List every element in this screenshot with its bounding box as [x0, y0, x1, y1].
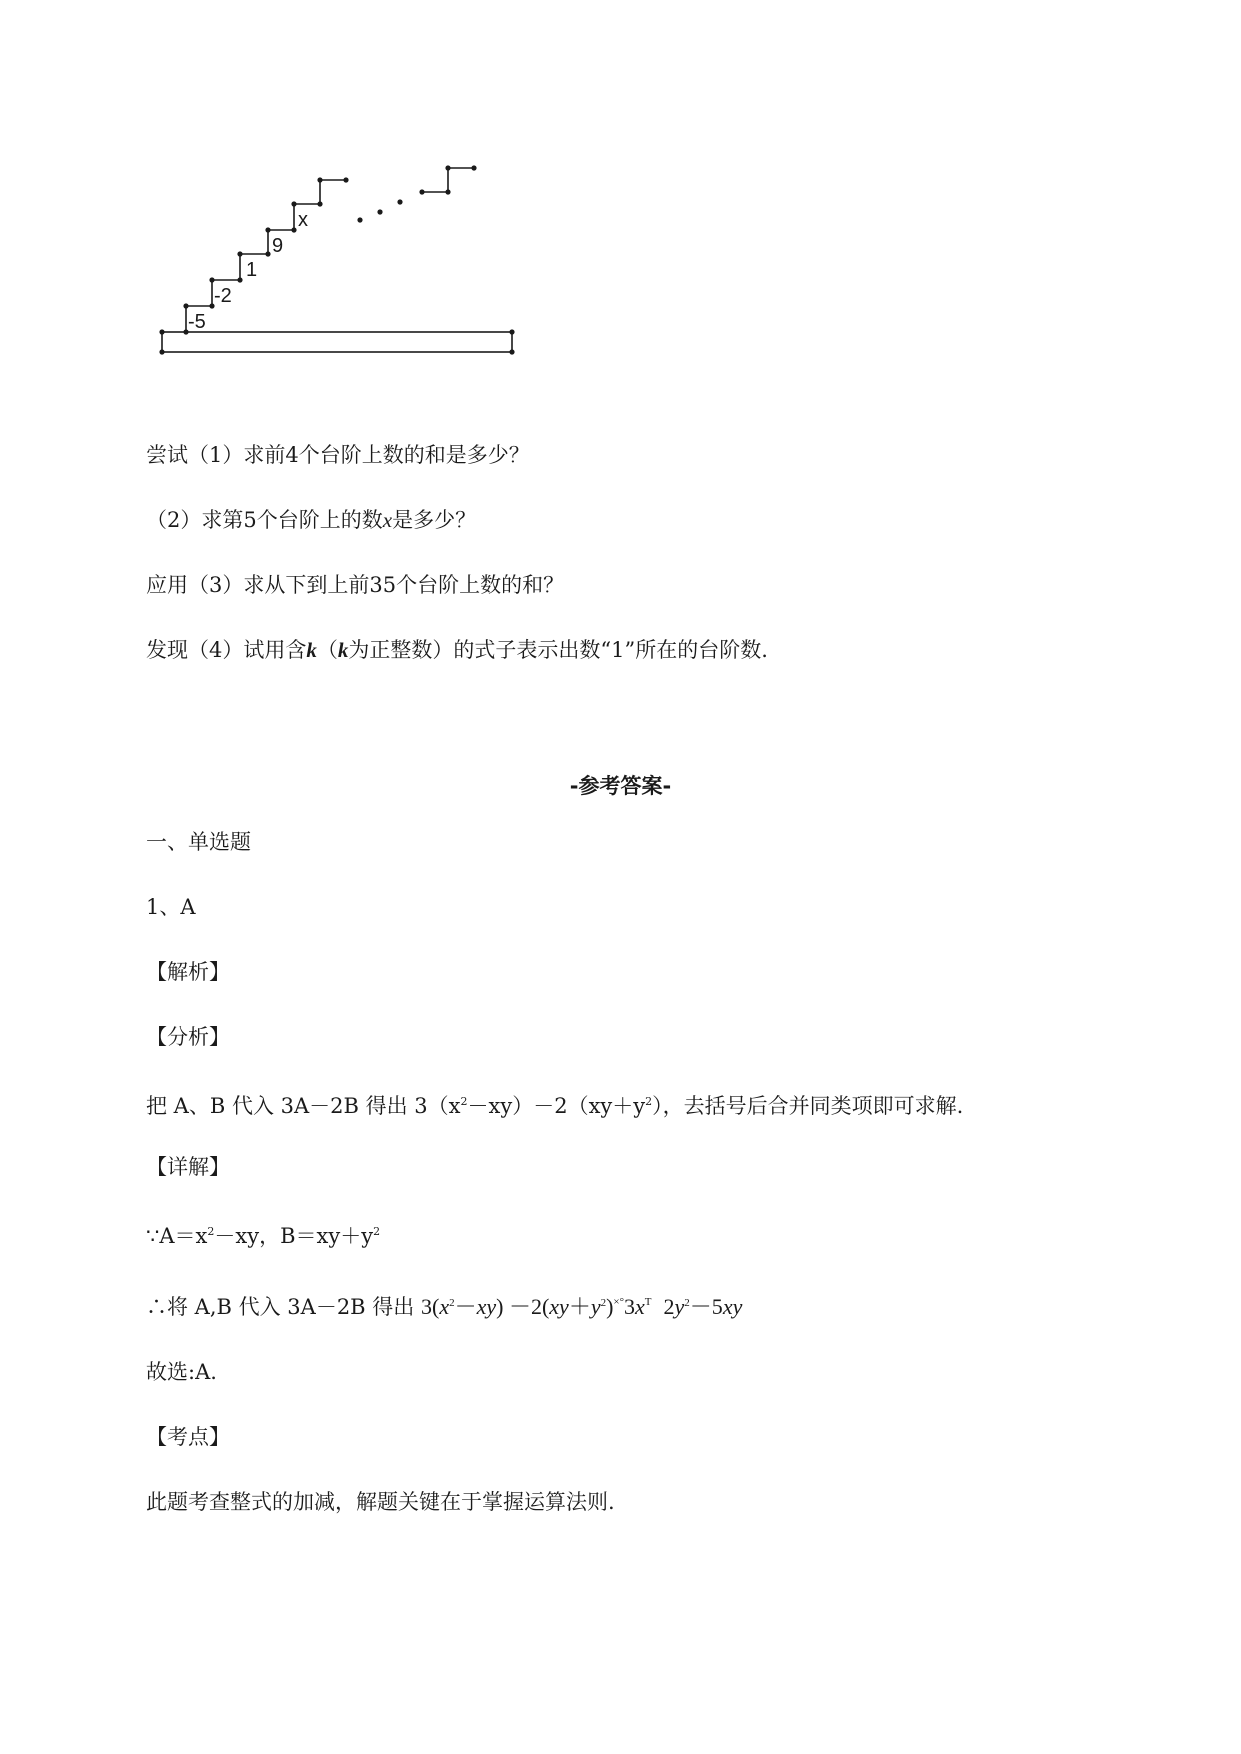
q2-suffix: 是多少？: [392, 508, 477, 532]
ellipsis-dot: [357, 217, 362, 222]
conclusion-text: 此题考查整式的加减，解题关键在于掌握运算法则.: [146, 1490, 615, 1514]
q3-num: 35: [369, 573, 397, 597]
q2-num: 5: [243, 508, 257, 532]
answer-item-1: 1、A: [146, 895, 196, 919]
choose-text: 故选:A.: [146, 1360, 217, 1384]
q4-var-k: k: [306, 638, 317, 662]
step-label: 1: [246, 259, 258, 281]
fenxi-heading: 【分析】: [146, 1025, 230, 1049]
q3-suffix: 个台阶上数的和？: [396, 573, 565, 597]
q3-prefix: 应用（3）求从下到上前: [146, 573, 370, 597]
q2-prefix: （2）求第: [146, 508, 244, 532]
xiangjie-heading: 【详解】: [146, 1155, 230, 1179]
q1-suffix: 个台阶上数的和是多少？: [298, 443, 530, 467]
step-label: -5: [188, 311, 206, 333]
therefore-text: ∴将 A,B 代入 3A－2B 得出 $3(x^2-xy) -2(xy+y^2)^{\times^\circ}3x^T$ $2y^2-5xy$: [146, 1294, 743, 1319]
staircase-diagram: [150, 150, 530, 410]
analysis-text: 把 A、B 代入 3A－2B 得出 $3(x^2-xy)-2(xy+y^2)$，去括号后合并同类项即可求解.: [146, 1094, 964, 1118]
math-expression: $3(x^2-xy) -2(xy+y^2)^{\times^\circ}3x^T$ $2y^2-5xy$: [420, 1294, 743, 1319]
top-step: [422, 168, 474, 192]
q4-mid1: （: [316, 638, 338, 662]
question-2: [146, 505, 476, 535]
question-1: [146, 440, 530, 470]
base-platform: [162, 332, 512, 352]
section-heading: 一、单选题: [146, 830, 251, 854]
q1-num: 4: [285, 443, 299, 467]
ellipsis-dot: [377, 209, 382, 214]
answer-title: -参考答案-: [569, 774, 672, 798]
kaodian-heading: 【考点】: [146, 1425, 230, 1449]
q4-prefix: 发现（4）试用含: [146, 638, 307, 662]
staircase-figure: [150, 150, 530, 410]
q2-var: x: [382, 508, 393, 532]
step-label: -2: [214, 285, 232, 307]
step-label: 9: [272, 235, 284, 257]
q4-var-k2: k: [337, 638, 349, 662]
q4-mid2: 为正整数）的式子表示出数“1”所在的台阶数.: [348, 638, 768, 662]
jiexi-heading: 【解析】: [146, 960, 230, 984]
question-3: [146, 570, 564, 600]
q2-mid: 个台阶上的数: [256, 508, 383, 532]
question-4: [146, 635, 768, 665]
given-text: $\because A=x^2-xy$，$B=xy+y^2$: [146, 1224, 381, 1248]
q1-prefix: 尝试（1）求前: [146, 443, 286, 467]
ellipsis-dot: [397, 199, 402, 204]
step-label: x: [298, 209, 308, 231]
